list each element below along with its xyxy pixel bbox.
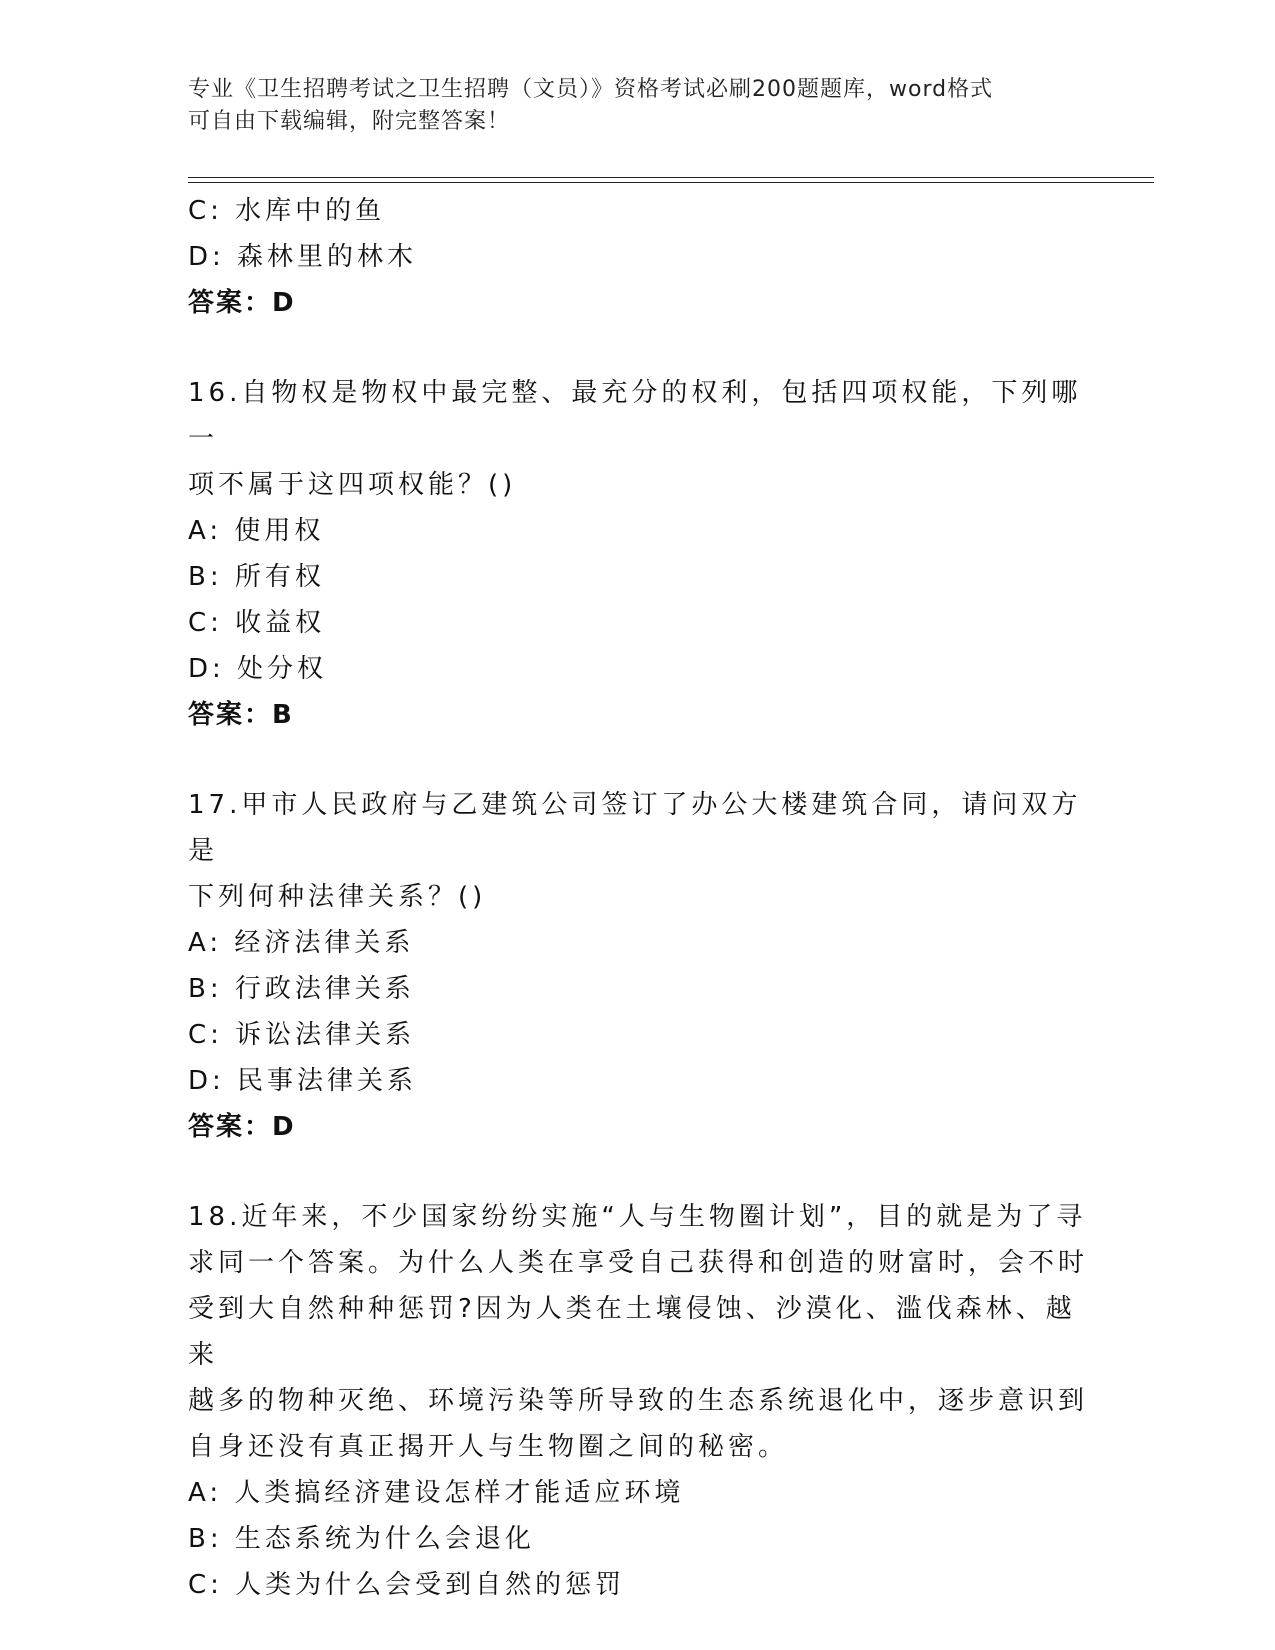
header-divider-top (188, 177, 1154, 178)
option-b: B: 所有权 (188, 562, 325, 592)
option-c: C: 诉讼法律关系 (188, 1020, 416, 1050)
question-stem (188, 370, 1088, 508)
question-16 (188, 370, 1088, 738)
header-line-2: 可自由下载编辑，附完整答案！ (188, 109, 511, 134)
question-15 (188, 188, 1088, 326)
option-d: D: 民事法律关系 (188, 1066, 418, 1096)
answer-label: 答案：D (188, 1112, 296, 1142)
spacer (188, 738, 1088, 782)
question-17 (188, 782, 1088, 1150)
document-header (188, 74, 1068, 138)
answer-label: 答案：D (188, 288, 296, 318)
question-stem (188, 1194, 1088, 1470)
stem-line: 受到大自然种种惩罚?因为人类在土壤侵蚀、沙漠化、滥伐森林、越来 (188, 1294, 1076, 1370)
stem-line: 求同一个答案。为什么人类在享受自己获得和创造的财富时，会不时 (188, 1248, 1089, 1278)
spacer (188, 326, 1088, 370)
option-b: B: 行政法律关系 (188, 974, 415, 1004)
stem-line: 18.近年来，不少国家纷纷实施“人与生物圈计划”，目的就是为了寻 (188, 1202, 1087, 1232)
stem-line: 下列何种法律关系？() (188, 882, 487, 912)
stem-line: 项不属于这四项权能？() (188, 470, 517, 500)
answer-label: 答案：B (188, 700, 294, 730)
option-a: A: 使用权 (188, 516, 325, 546)
header-line-1: 专业《卫生招聘考试之卫生招聘（文员）》资格考试必刷200题题库，word格式 (188, 77, 994, 102)
option-a: A: 人类搞经济建设怎样才能适应环境 (188, 1478, 685, 1508)
header-divider-bottom (188, 182, 1154, 183)
option-d: D: 森林里的林木 (188, 242, 418, 272)
question-list (188, 188, 1088, 1608)
stem-line: 16.自物权是物权中最完整、最充分的权利，包括四项权能，下列哪一 (188, 378, 1082, 454)
question-18 (188, 1194, 1088, 1608)
spacer (188, 1150, 1088, 1194)
question-stem (188, 782, 1088, 920)
stem-line: 越多的物种灭绝、环境污染等所导致的生态系统退化中，逐步意识到 (188, 1386, 1089, 1416)
option-c: C: 收益权 (188, 608, 326, 638)
option-b: B: 生态系统为什么会退化 (188, 1524, 535, 1554)
stem-line: 自身还没有真正揭开人与生物圈之间的秘密。 (188, 1432, 789, 1462)
option-d: D: 处分权 (188, 654, 328, 684)
option-c: C: 水库中的鱼 (188, 196, 386, 226)
option-a: A: 经济法律关系 (188, 928, 415, 958)
stem-line: 17.甲市人民政府与乙建筑公司签订了办公大楼建筑合同，请问双方是 (188, 790, 1082, 866)
option-c: C: 人类为什么会受到自然的惩罚 (188, 1570, 626, 1600)
